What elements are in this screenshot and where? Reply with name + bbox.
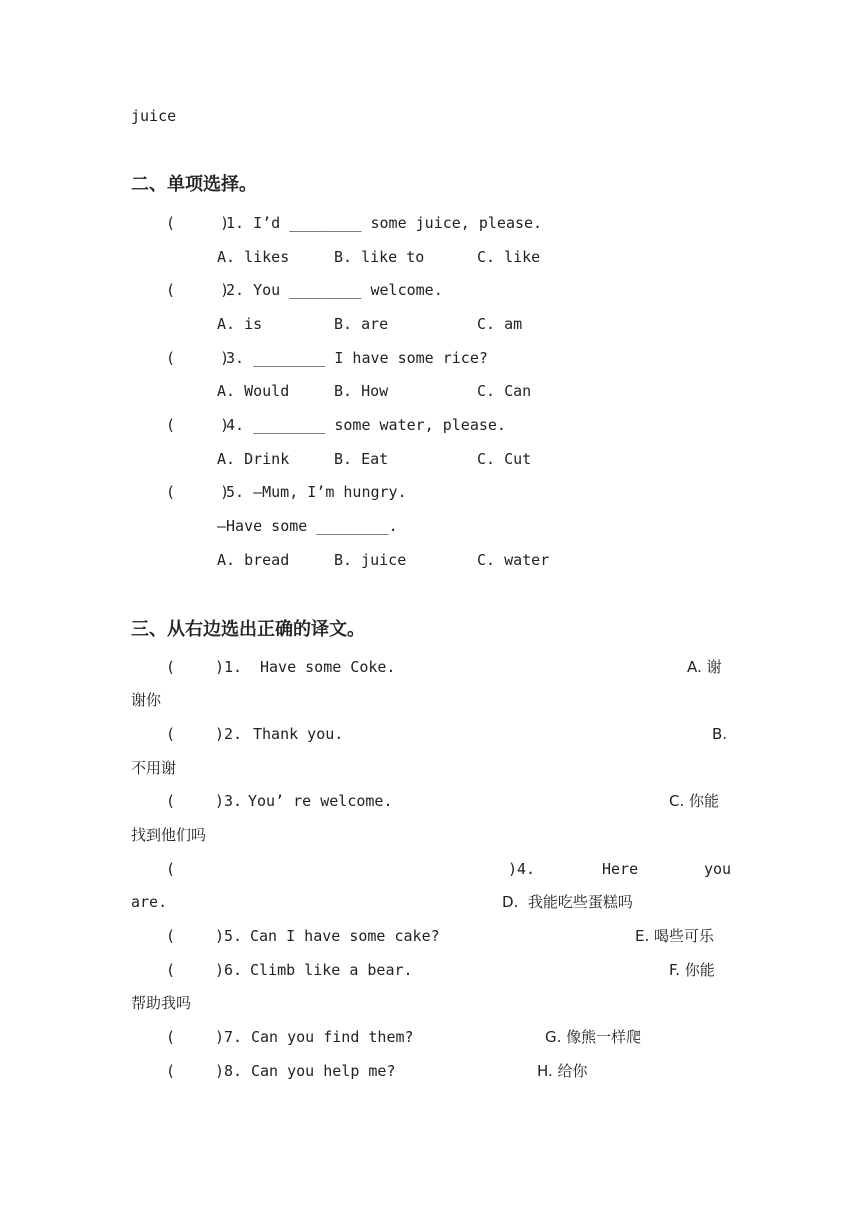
top-word: juice — [131, 107, 177, 125]
item1-key: A. 谢 — [687, 658, 722, 676]
q3-option-c: C. Can — [477, 382, 532, 400]
item1-number: )1. — [215, 658, 243, 676]
item2-number: )2. — [215, 725, 243, 743]
q1-option-b: B. like to — [334, 248, 425, 266]
item8-key: H. 给你 — [537, 1062, 588, 1080]
item8-number: )8. — [215, 1062, 243, 1080]
q3-option-a: A. Would — [217, 382, 290, 400]
item4-number: )4. — [508, 860, 536, 878]
item2-key: B. — [712, 725, 728, 743]
q4-stem: 4. ________ some water, please. — [226, 416, 506, 434]
item7-key: G. 像熊一样爬 — [545, 1028, 642, 1046]
item4-english-part2: you — [704, 860, 732, 878]
q4-option-c: C. Cut — [477, 450, 532, 468]
item1-english: Have some Coke. — [260, 658, 396, 676]
q5-option-a: A. bread — [217, 551, 290, 569]
q2-option-b: B. are — [334, 315, 389, 333]
item2-english: Thank you. — [253, 725, 344, 743]
q1-paren[interactable]: ( ) — [166, 214, 230, 232]
item3-key-wrap: 找到他们吗 — [131, 826, 207, 844]
q2-stem: 2. You ________ welcome. — [226, 281, 443, 299]
item5-english: Can I have some cake? — [250, 927, 440, 945]
q2-paren[interactable]: ( ) — [166, 281, 230, 299]
item6-key: F. 你能 — [669, 961, 715, 979]
item4-paren[interactable]: ( — [166, 860, 176, 878]
q3-option-b: B. How — [334, 382, 389, 400]
item3-english: You’ re welcome. — [248, 792, 393, 810]
item3-key: C. 你能 — [669, 792, 720, 810]
q4-option-a: A. Drink — [217, 450, 290, 468]
q3-stem: 3. ________ I have some rice? — [226, 349, 488, 367]
item7-number: )7. — [215, 1028, 243, 1046]
q5-option-c: C. water — [477, 551, 550, 569]
q2-option-a: A. is — [217, 315, 263, 333]
item7-paren[interactable]: ( — [166, 1028, 176, 1046]
q5-paren[interactable]: ( ) — [166, 483, 230, 501]
section2-title: 二、单项选择。 — [131, 174, 257, 195]
item4-english-wrap: are. — [131, 893, 168, 911]
item7-english: Can you find them? — [251, 1028, 414, 1046]
item3-paren[interactable]: ( — [166, 792, 176, 810]
item6-english: Climb like a bear. — [250, 961, 413, 979]
q1-option-c: C. like — [477, 248, 541, 266]
item2-key-wrap: 不用谢 — [131, 759, 177, 777]
item6-key-wrap: 帮助我吗 — [131, 994, 192, 1012]
item5-paren[interactable]: ( — [166, 927, 176, 945]
q2-option-c: C. am — [477, 315, 523, 333]
q3-paren[interactable]: ( ) — [166, 349, 230, 367]
q5-stem: 5. —Mum, I’m hungry. — [226, 483, 407, 501]
q5-stem-line2: —Have some ________. — [217, 517, 398, 535]
item1-key-wrap: 谢你 — [131, 691, 162, 709]
item4-key: D. 我能吃些蛋糕吗 — [502, 893, 633, 911]
item5-key: E. 喝些可乐 — [635, 927, 715, 945]
item1-paren[interactable]: ( — [166, 658, 176, 676]
q5-option-b: B. juice — [334, 551, 407, 569]
q1-option-a: A. likes — [217, 248, 290, 266]
item8-paren[interactable]: ( — [166, 1062, 176, 1080]
item2-paren[interactable]: ( — [166, 725, 176, 743]
item3-number: )3. — [215, 792, 243, 810]
q4-paren[interactable]: ( ) — [166, 416, 230, 434]
item8-english: Can you help me? — [251, 1062, 396, 1080]
section3-title: 三、从右边选出正确的译文。 — [131, 619, 365, 640]
item6-paren[interactable]: ( — [166, 961, 176, 979]
item5-number: )5. — [215, 927, 243, 945]
q4-option-b: B. Eat — [334, 450, 389, 468]
q1-stem: 1. I’d ________ some juice, please. — [226, 214, 543, 232]
item4-english-part1: Here — [602, 860, 639, 878]
item6-number: )6. — [215, 961, 243, 979]
